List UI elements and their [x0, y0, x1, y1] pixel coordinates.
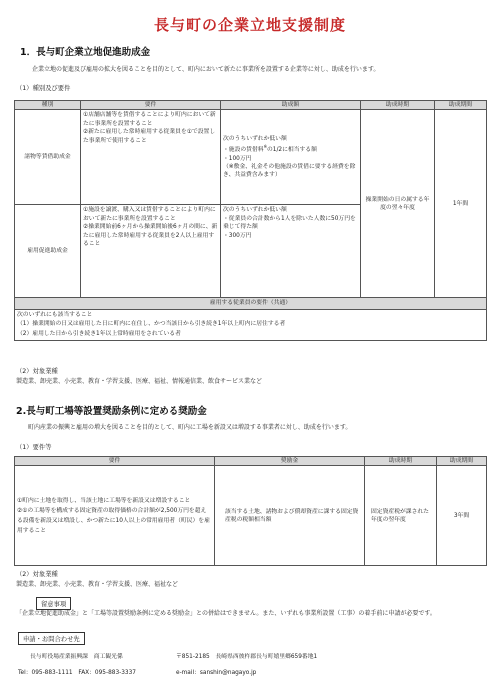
section1-subhead1: （1）種別及び要件 [16, 85, 71, 92]
contact-email: e-mail：sanshin@nagayo.jp [176, 670, 257, 676]
s1-row2-amount-c: ・300万円 [223, 232, 252, 239]
s1-row1-amount-b: ・施設の賃借料 [223, 147, 264, 154]
section2-industries: 製造業、卸売業、小売業、教育・学習支援、医療、福祉など [16, 581, 179, 588]
s1-th-amount: 助成額 [221, 101, 361, 110]
s1-common-header: 雇用する従業員の要件（共通） [15, 298, 487, 309]
page-title: 長与町の企業立地支援制度 [153, 16, 346, 34]
section1-intro: 企業立地の促進及び雇用の拡大を図ることを目的として、町内において新たに事業所を設置する企業等に対し、助成を行います。 [32, 66, 380, 73]
s1-row2-req: ①施設を譲渡、購入又は賃借することにより町内において新たに事業所を設置すること ②操業開始前6ヶ月から操業開始後6ヶ月の間に、新たに雇用した常時雇用する従業員を2人以上雇用すること [81, 205, 221, 298]
s1-th-timing: 助成時期 [361, 101, 435, 110]
s1-row2-type: 雇用促進助成金 [15, 205, 81, 298]
s1-common-header-row [15, 298, 487, 309]
contact-label: 申請・お問合わせ先 [18, 632, 85, 645]
s1-row1-amount-b-line [223, 143, 358, 154]
s1-period: 1年間 [435, 110, 487, 298]
section1-heading: 1．長与町企業立地促進助成金 [20, 47, 151, 58]
s1-row2-amount-b: ・従業員の合計数から1人を除いた人数に50万円を乗じて得た額 [223, 215, 356, 231]
s2-table [14, 456, 487, 566]
s1-common-row [15, 309, 487, 340]
s1-th-req: 要件 [81, 101, 221, 110]
s1-common-1: （1）操業開始の日又は雇用した日に町内に在住し、かつ当該日から引き続き1年以上町内に居住する者 [17, 321, 286, 328]
s1-row1-amount-c: ・100万円 [223, 155, 252, 162]
section2-heading: 2.長与町工場等設置奨励条例に定める奨励金 [16, 406, 207, 417]
section2-subhead2: （2）対象業種 [16, 571, 58, 578]
s1-common-cell [15, 309, 487, 340]
section1-industries: 製造業、卸売業、小売業、教育・学習支援、医療、福祉、情報通信業、飲食サービス業など [16, 378, 263, 385]
s2-th-period: 助成期間 [437, 457, 487, 466]
s2-th-timing: 助成時期 [365, 457, 437, 466]
contact-tel: Tel：095-883-1111 FAX：095-883-3337 [18, 670, 136, 676]
s1-table-header-row [15, 101, 487, 110]
s1-row1-type: 諸物等賃借助成金 [15, 110, 81, 205]
s1-row1-amount-b2: の1/2に相当する額 [266, 147, 317, 154]
s2-row [15, 466, 487, 566]
s2-th-amount: 奨励金 [215, 457, 365, 466]
s1-table [14, 100, 487, 341]
s1-row-rent [15, 110, 487, 205]
s1-common-0: 次のいずれにも該当すること [17, 311, 93, 318]
s1-row1-amount-a: 次のうちいずれか低い額 [223, 135, 287, 142]
s1-common-2: （2）雇用した日から引き続き1年以上常時雇用をされている者 [17, 330, 181, 337]
s2-table-header-row [15, 457, 487, 466]
s2-th-req: 要件 [15, 457, 215, 466]
s1-row1-req: ①店舗店舗等を賃借することにより町内において新たに事業所を設置すること ②新たに雇用した常時雇用する従業員を①で設置した事業所で使用すること [81, 110, 221, 205]
s1-th-period: 助成期間 [435, 101, 487, 110]
s1-row1-amount-mark: ※ [263, 144, 267, 150]
notes-label: 留意事項 [36, 597, 71, 610]
section2-subhead1: （1）要件等 [16, 444, 52, 451]
contact-address: 〒851-2185 長崎県西彼杵郡長与町嬉里郷659番地1 [176, 654, 318, 660]
s1-row1-amount [221, 110, 361, 205]
section1-subhead2: （2）対象業種 [16, 368, 58, 375]
s2-amount: 該当する土地、諸物および償却資産に課する固定資産税の税額相当額 [215, 466, 365, 566]
s1-timing: 操業開始の日の属する年度の翌々年度 [361, 110, 435, 298]
s2-timing: 固定資産税が課された年度の翌年度 [365, 466, 437, 566]
s1-row1-amount-d: （※敷金、礼金その他施設の賃借に要する経費を除き、共益費含みます） [223, 164, 356, 179]
s1-row2-amount-a: 次のうちいずれか低い額 [223, 207, 287, 214]
contact-org: 長与町役場産業振興課 商工観光係 [30, 654, 123, 660]
section2-intro: 町内産業の振興と雇用の増大を図ることを目的として、町内に工場を新設又は増設する事業者に対し、助成を行います。 [28, 424, 352, 431]
s2-req: ①町内に土地を取得し、当該土地に工場等を新設又は増設すること ②①の工場等を構成する固定資産の取得価格の合計額が2,500万円を超える設備を新設又は増設し、かつ新たに10人以上の常用雇用者（町民）を雇用すること [15, 466, 215, 566]
s1-th-type: 種別 [15, 101, 81, 110]
s2-period: 3年間 [437, 466, 487, 566]
notes-text: 「企業立地促進助成金」と「工場等設置奨励条例に定める奨励金」との併給はできません。また、いずれも事業所設置（工事）の着手前に申請が必要です。 [16, 610, 436, 617]
s1-row2-amount [221, 205, 361, 298]
